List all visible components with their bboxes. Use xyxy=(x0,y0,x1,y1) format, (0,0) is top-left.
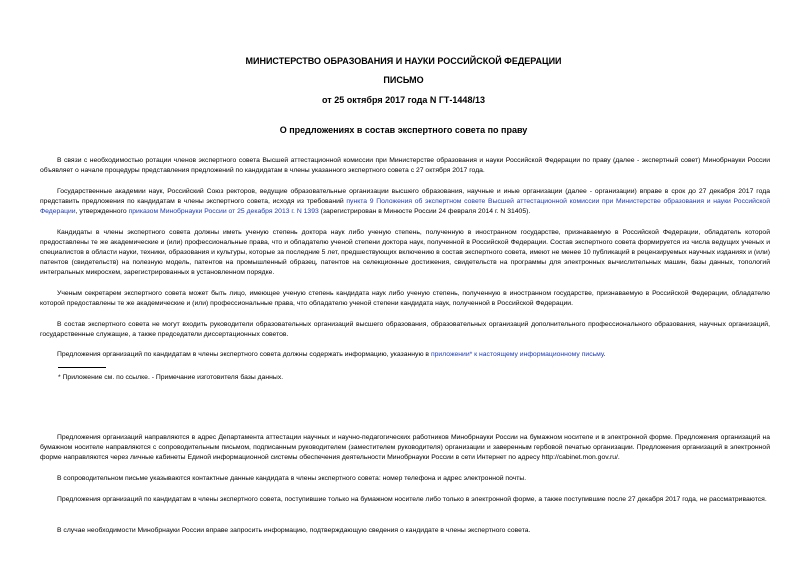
order-link[interactable]: приказом Минобрнауки России от 25 декабря 2013 г. N 1393 xyxy=(128,208,319,215)
document-date-number: от 25 октября 2017 года N ГТ-1448/13 xyxy=(322,95,485,105)
paragraph-5: В состав экспертного совета не могут входить руководители образовательных организаций высшего образования, образовательных организаций дополнительного профессионального образования, научных организаций, государственные служащие, а также председатели диссертационных советов. xyxy=(40,321,770,338)
paragraph-4: Ученым секретарем экспертного совета может быть лицо, имеющее ученую степень кандидата наук либо ученую степень, полученную в иностранном государстве, признаваемую в Российской Федерации, обладателю которой предоставлены те же академические и (или) профессиональные права, что обладателю ученой степени кандидата наук, полученной в Российской Федерации. xyxy=(40,290,770,307)
paragraph-6 xyxy=(40,350,770,360)
paragraph-10: В случае необходимости Минобрнауки России вправе запросить информацию, подтверждающую сведения о кандидате в члены экспертного совета. xyxy=(57,527,531,534)
paragraph-2 xyxy=(40,187,770,217)
paragraph-3: Кандидаты в члены экспертного совета должны иметь ученую степень доктора наук либо ученую степень, полученную в иностранном государстве, признаваемую в Российской Федерации, обладатель которой предоставлены те же академические и (или) профессиональные права, что и обладателю ученой степени доктора наук, полученной в Российской Федерации. Состав экспертного совета формируется из числа ведущих ученых и специалистов в области науки, техники, образования и культуры, которые за последние 5 лет, предшествующих включению в состав экспертного совета, имеют не менее 10 публикаций в рецензируемых научных изданиях и (или) патентов (свидетельств) на полезную модель, патентов на промышленный образец, патентов на селекционные достижения, свидетельств на программы для электронных вычислительных машин, базы данных, топологий интегральных микросхем, зарегистрированных в установленном порядке. xyxy=(40,229,770,276)
paragraph-6-text-b: . xyxy=(603,351,606,358)
document-subject: О предложениях в состав экспертного совета по праву xyxy=(279,125,528,135)
footnote: * Приложение см. по ссылке. - Примечание изготовителя базы данных. xyxy=(58,374,284,381)
paragraph-9: Предложения организаций по кандидатам в члены экспертного совета, поступившие только на бумажном носителе либо только в электронной форме, а также поступившие после 27 декабря 2017 года, не рассматриваются. xyxy=(57,496,767,503)
appendix-link[interactable]: приложении* к настоящему информационному письму xyxy=(430,351,604,358)
paragraph-6-text-a: Предложения организаций по кандидатам в члены экспертного совета должны содержать информацию, указанную в xyxy=(57,351,431,358)
paragraph-7: Предложения организаций направляются в адрес Департамента аттестации научных и научно-педагогических работников Минобрнауки России на бумажном носителе и в электронной форме. Предложения организаций на бумажном носителе направляются с сопроводительным письмом, подписанным руководителем (заместителем руководителя) организации и заверенным гербовой печатью организации. Предложения организаций в электронной форме направляются через личные кабинеты Единой информационной системы обеспечения деятельности Минобрнауки России в сети Интернет по адресу http://cabinet.mon.gov.ru/. xyxy=(40,434,770,461)
paragraph-2-text-c: (зарегистрирован в Минюсте России 24 февраля 2014 г. N 31405). xyxy=(318,208,531,215)
paragraph-1: В связи с необходимостью ротации членов экспертного совета Высшей аттестационной комиссии при Министерстве образования и науки Российской Федерации по праву (далее - экспертный совет) Минобрнауки России объявляет о начале процедуры представления предложений по кандидатам в члены указанного экспертного совета с 27 октября 2017 года. xyxy=(40,157,770,174)
paragraph-2-text-a: Государственные академии наук, Российский Союз ректоров, ведущие образовательные организации высшего образования, научные и иные организации (далее - организации) вправе в срок до 27 декабря 2017 года представить предложения по кандидатам в члены экспертного совета, исходя из требований xyxy=(40,188,770,205)
paragraph-8: В сопроводительном письме указываются контактные данные кандидата в члены экспертного совета: номер телефона и адрес электронной почты. xyxy=(57,475,527,482)
regulation-link[interactable]: пункта 9 Положения об экспертном совете Высшей аттестационной комиссии при Министерстве образования и науки Российской Федерации xyxy=(40,198,770,215)
ministry-heading: МИНИСТЕРСТВО ОБРАЗОВАНИЯ И НАУКИ РОССИЙСКОЙ ФЕДЕРАЦИИ xyxy=(245,56,562,66)
document-type: ПИСЬМО xyxy=(383,75,424,85)
footnote-divider xyxy=(58,367,106,368)
paragraph-2-text-b: , утвержденного xyxy=(75,208,129,215)
